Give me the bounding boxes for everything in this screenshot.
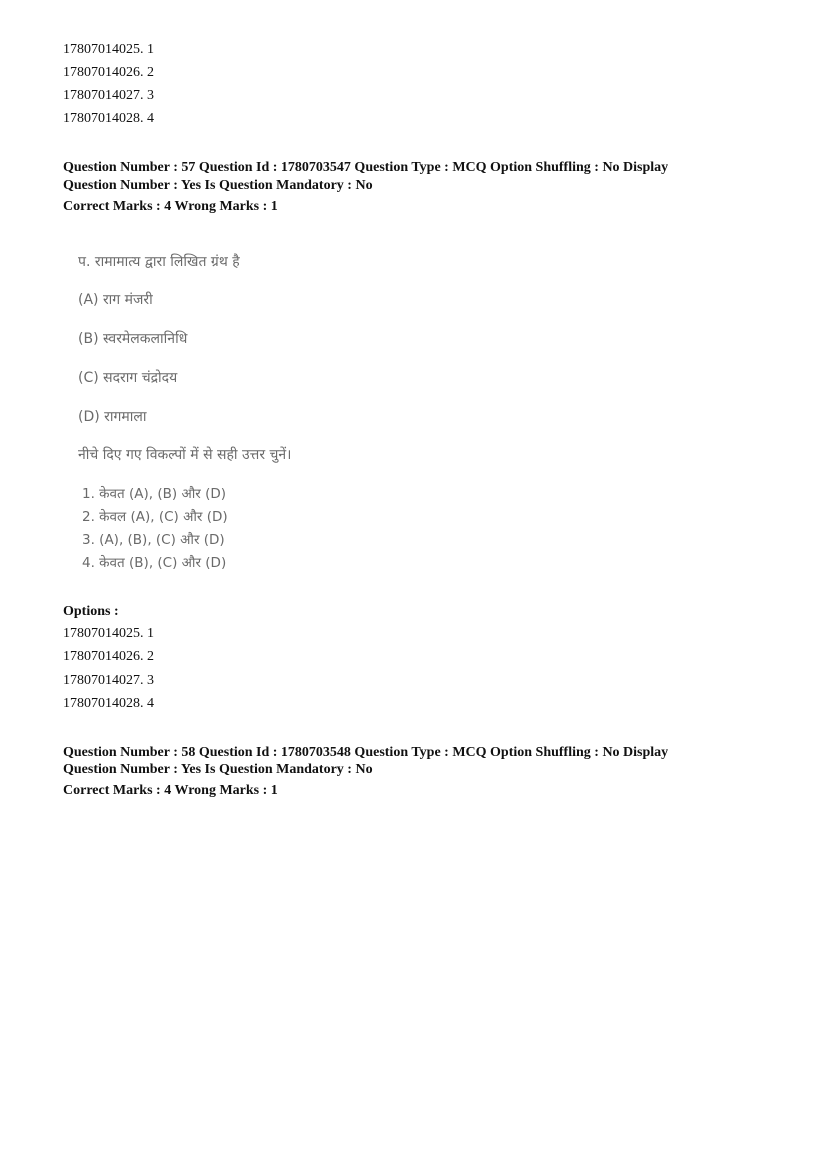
q58-meta-line-2: Question Number : Yes Is Question Mandatory : No <box>63 762 373 777</box>
q57-options-label: Options : <box>63 604 119 619</box>
q58-meta-line-3: Correct Marks : 4 Wrong Marks : 1 <box>63 783 278 798</box>
q57-choice-1: 1. केवत (A), (B) और (D) <box>82 486 227 502</box>
top-option-3: 17807014027. 3 <box>63 88 154 103</box>
q57-item-b: (B) स्वरमेलकलानिधि <box>78 331 188 347</box>
q57-instruction: नीचे दिए गए विकल्पों में से सही उत्तर चुनें। <box>78 447 292 463</box>
q57-choice-2: 2. केवल (A), (C) और (D) <box>82 509 228 525</box>
q57-option-2: 17807014026. 2 <box>63 649 154 664</box>
top-option-4: 17807014028. 4 <box>63 111 154 126</box>
q57-option-3: 17807014027. 3 <box>63 673 154 688</box>
q57-meta-line-3: Correct Marks : 4 Wrong Marks : 1 <box>63 199 278 214</box>
q57-meta-line-2: Question Number : Yes Is Question Mandatory : No <box>63 178 373 193</box>
q57-question-image <box>70 246 370 582</box>
q57-stem: प. रामामात्य द्वारा लिखित ग्रंथ है <box>78 254 240 270</box>
q57-option-1: 17807014025. 1 <box>63 626 154 641</box>
q57-choice-4: 4. केवत (B), (C) और (D) <box>82 555 227 571</box>
q57-meta-line-1: Question Number : 57 Question Id : 1780703547 Question Type : MCQ Option Shuffling : No Display <box>63 160 669 175</box>
q57-item-d: (D) रागमाला <box>78 409 147 425</box>
top-option-2: 17807014026. 2 <box>63 65 154 80</box>
q57-item-c: (C) सदराग चंद्रोदय <box>78 370 178 386</box>
q57-option-4: 17807014028. 4 <box>63 696 154 711</box>
q58-meta-line-1: Question Number : 58 Question Id : 1780703548 Question Type : MCQ Option Shuffling : No Display <box>63 745 669 760</box>
q57-choice-3: 3. (A), (B), (C) और (D) <box>82 532 225 548</box>
top-option-1: 17807014025. 1 <box>63 42 154 57</box>
q57-item-a: (A) राग मंजरी <box>78 292 153 308</box>
